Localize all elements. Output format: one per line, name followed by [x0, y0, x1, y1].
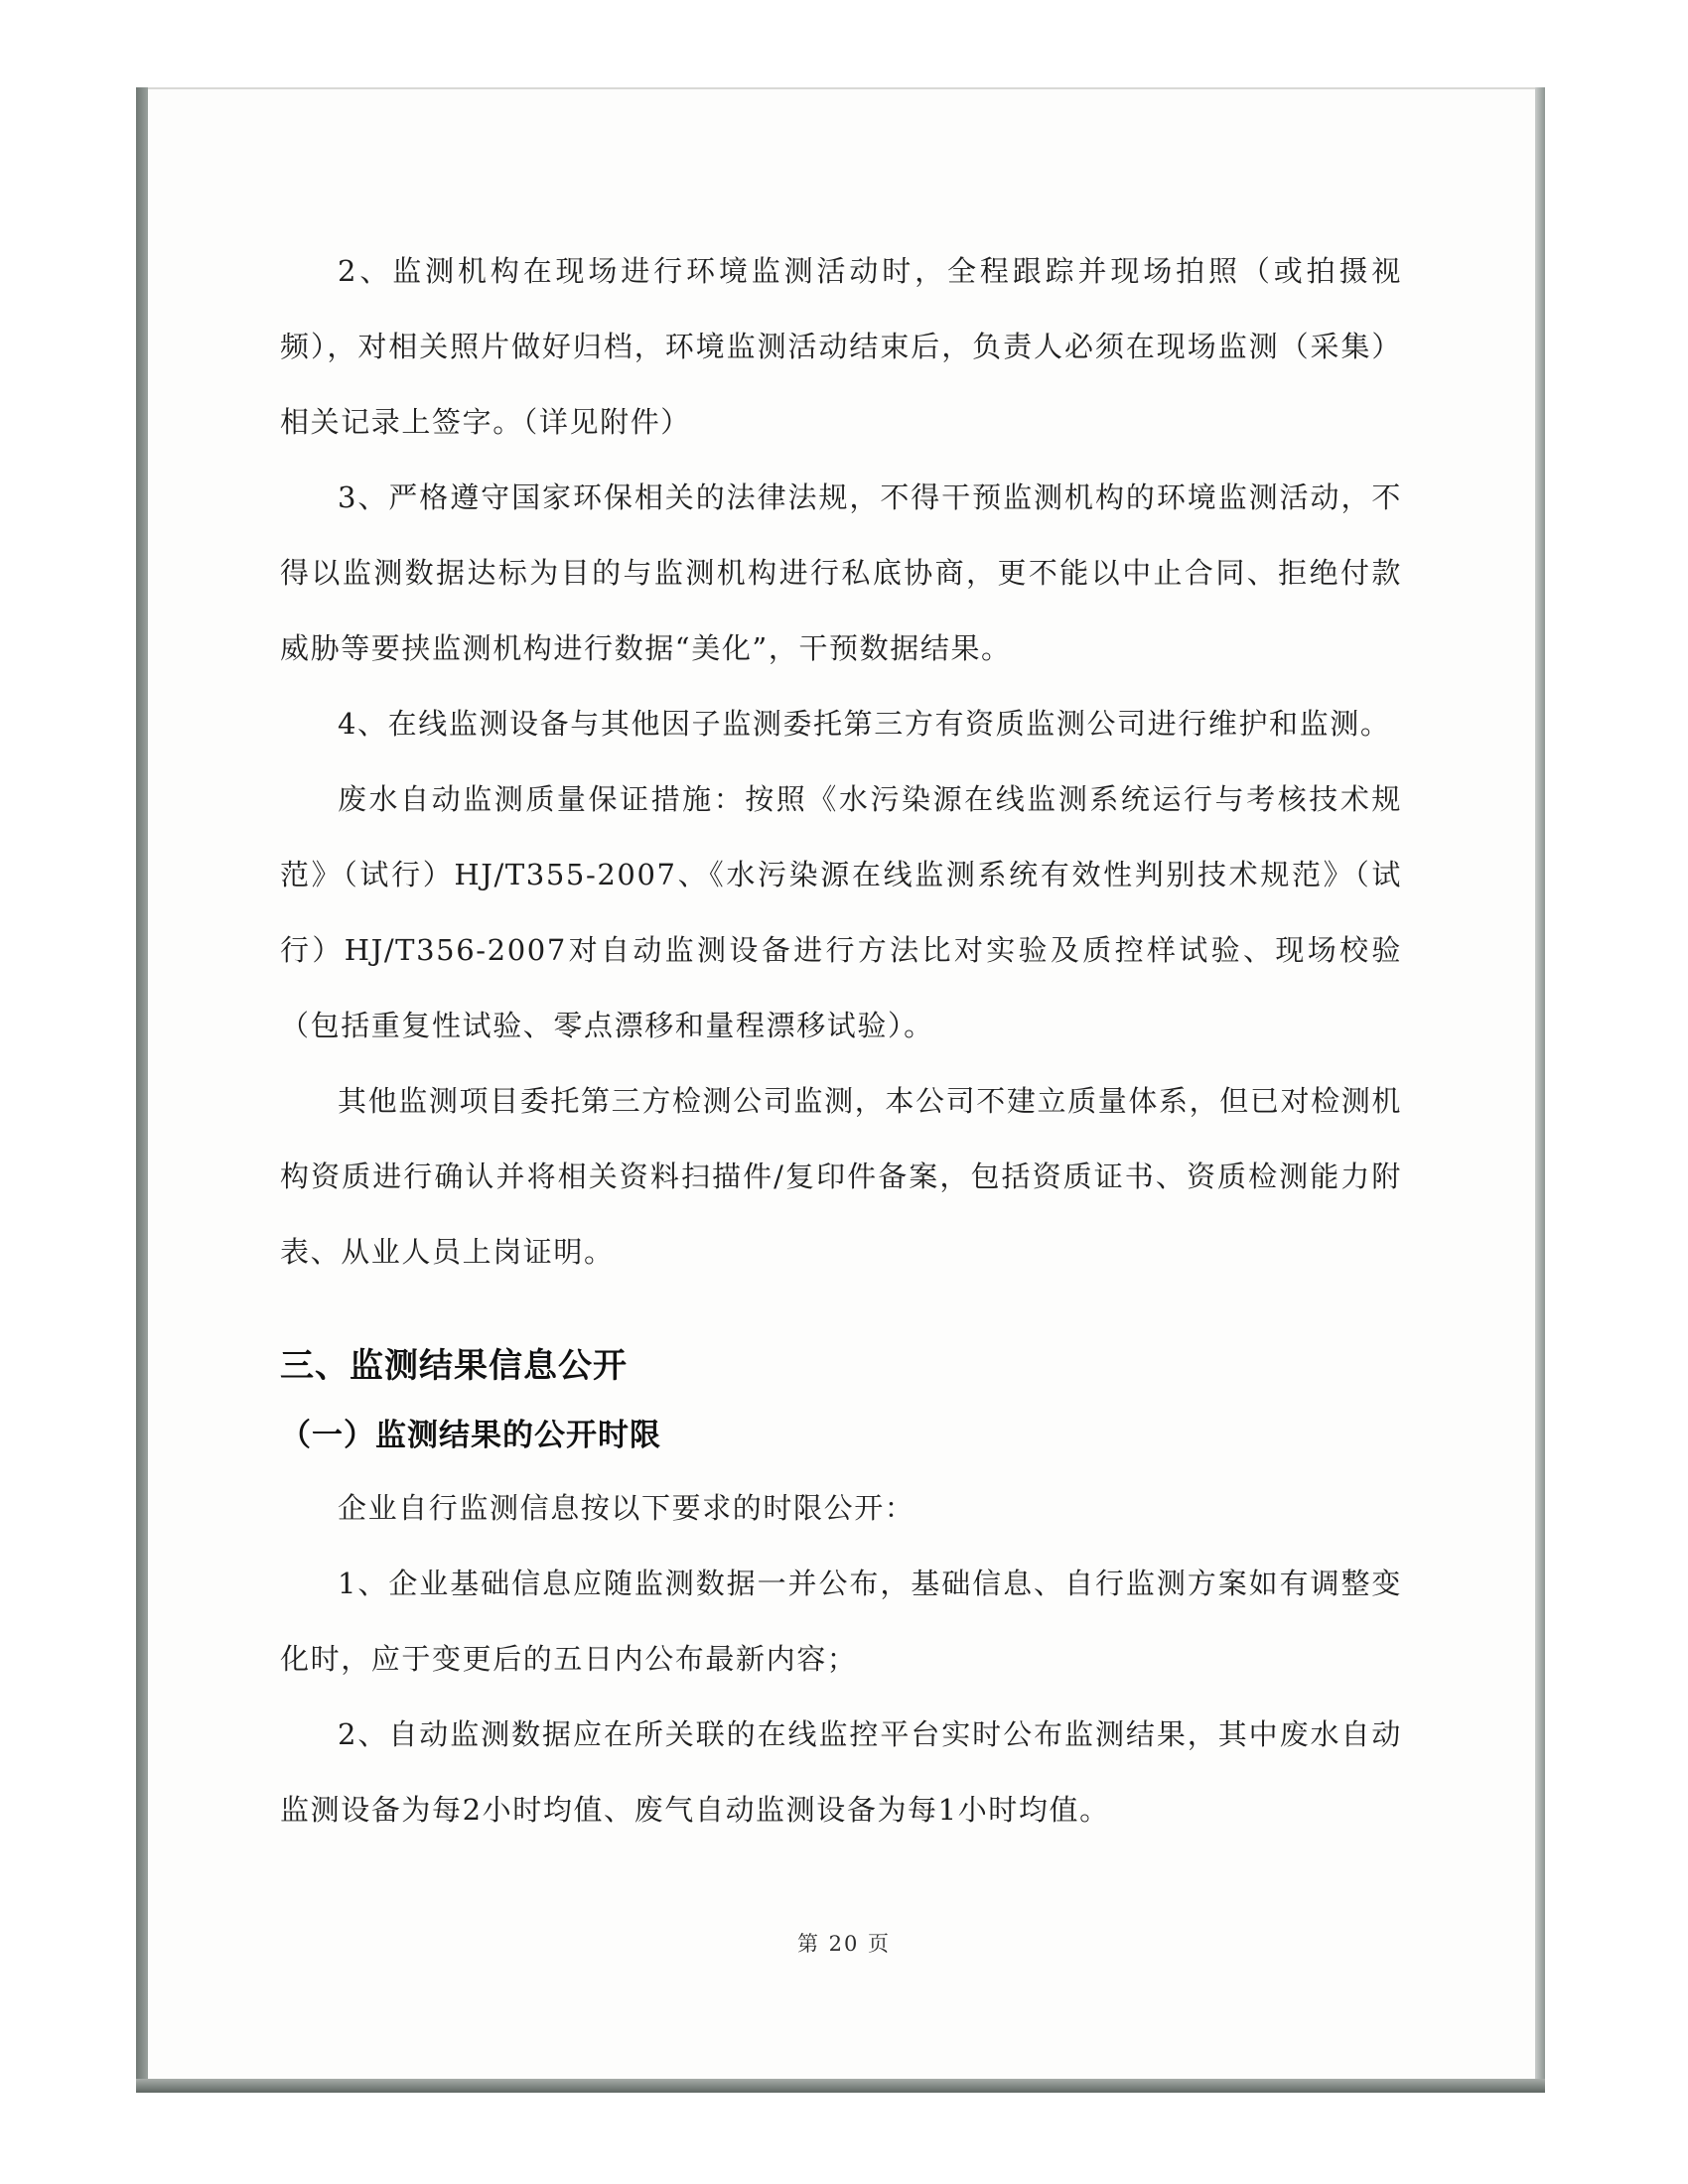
page-number: 第 20 页: [796, 1932, 892, 1956]
paragraph-item-2: 2、监测机构在现场进行环境监测活动时，全程跟踪并现场拍照（或拍摄视频），对相关照片做好归档，环境监测活动结束后，负责人必须在现场监测（采集）相关记录上签字。（详见附件）: [280, 254, 1402, 439]
section-heading: 三、监测结果信息公开: [280, 1346, 628, 1386]
paragraph-disclosure-intro: 企业自行监测信息按以下要求的时限公开：: [338, 1491, 915, 1525]
paragraph-item-4: 4、在线监测设备与其他因子监测委托第三方有资质监测公司进行维护和监测。: [338, 707, 1391, 741]
scan-backing-left: [136, 87, 148, 2093]
paragraph-disclosure-2: 2、自动监测数据应在所关联的在线监控平台实时公布监测结果，其中废水自动监测设备为每2小时均值、废气自动监测设备为每1小时均值。: [280, 1717, 1402, 1827]
scan-backing-right: [1535, 87, 1545, 2093]
paragraph-third-party: 其他监测项目委托第三方检测公司监测，本公司不建立质量体系，但已对检测机构资质进行确认并将相关资料扫描件/复印件备案，包括资质证书、资质检测能力附表、从业人员上岗证明。: [280, 1084, 1402, 1269]
document-body: [280, 233, 1402, 1847]
paragraph-item-3: 3、严格遵守国家环保相关的法律法规，不得干预监测机构的环境监测活动，不得以监测数据达标为目的与监测机构进行私底协商，更不能以中止合同、拒绝付款威胁等要挟监测机构进行数据“美化”，干预数据结果。: [280, 480, 1402, 665]
paragraph-disclosure-1: 1、企业基础信息应随监测数据一并公布，基础信息、自行监测方案如有调整变化时，应于变更后的五日内公布最新内容；: [280, 1567, 1402, 1676]
scan-backing-bottom: [136, 2079, 1545, 2093]
subsection-heading: （一）监测结果的公开时限: [280, 1418, 661, 1453]
paragraph-wastewater-qa: 废水自动监测质量保证措施：按照《水污染源在线监测系统运行与考核技术规范》（试行）HJ/T355-2007、《水污染源在线监测系统有效性判别技术规范》（试行）HJ/T356-2007对自动监测设备进行方法比对实验及质控样试验、现场校验（包括重复性试验、零点漂移和量程漂移试验）。: [280, 782, 1402, 1042]
